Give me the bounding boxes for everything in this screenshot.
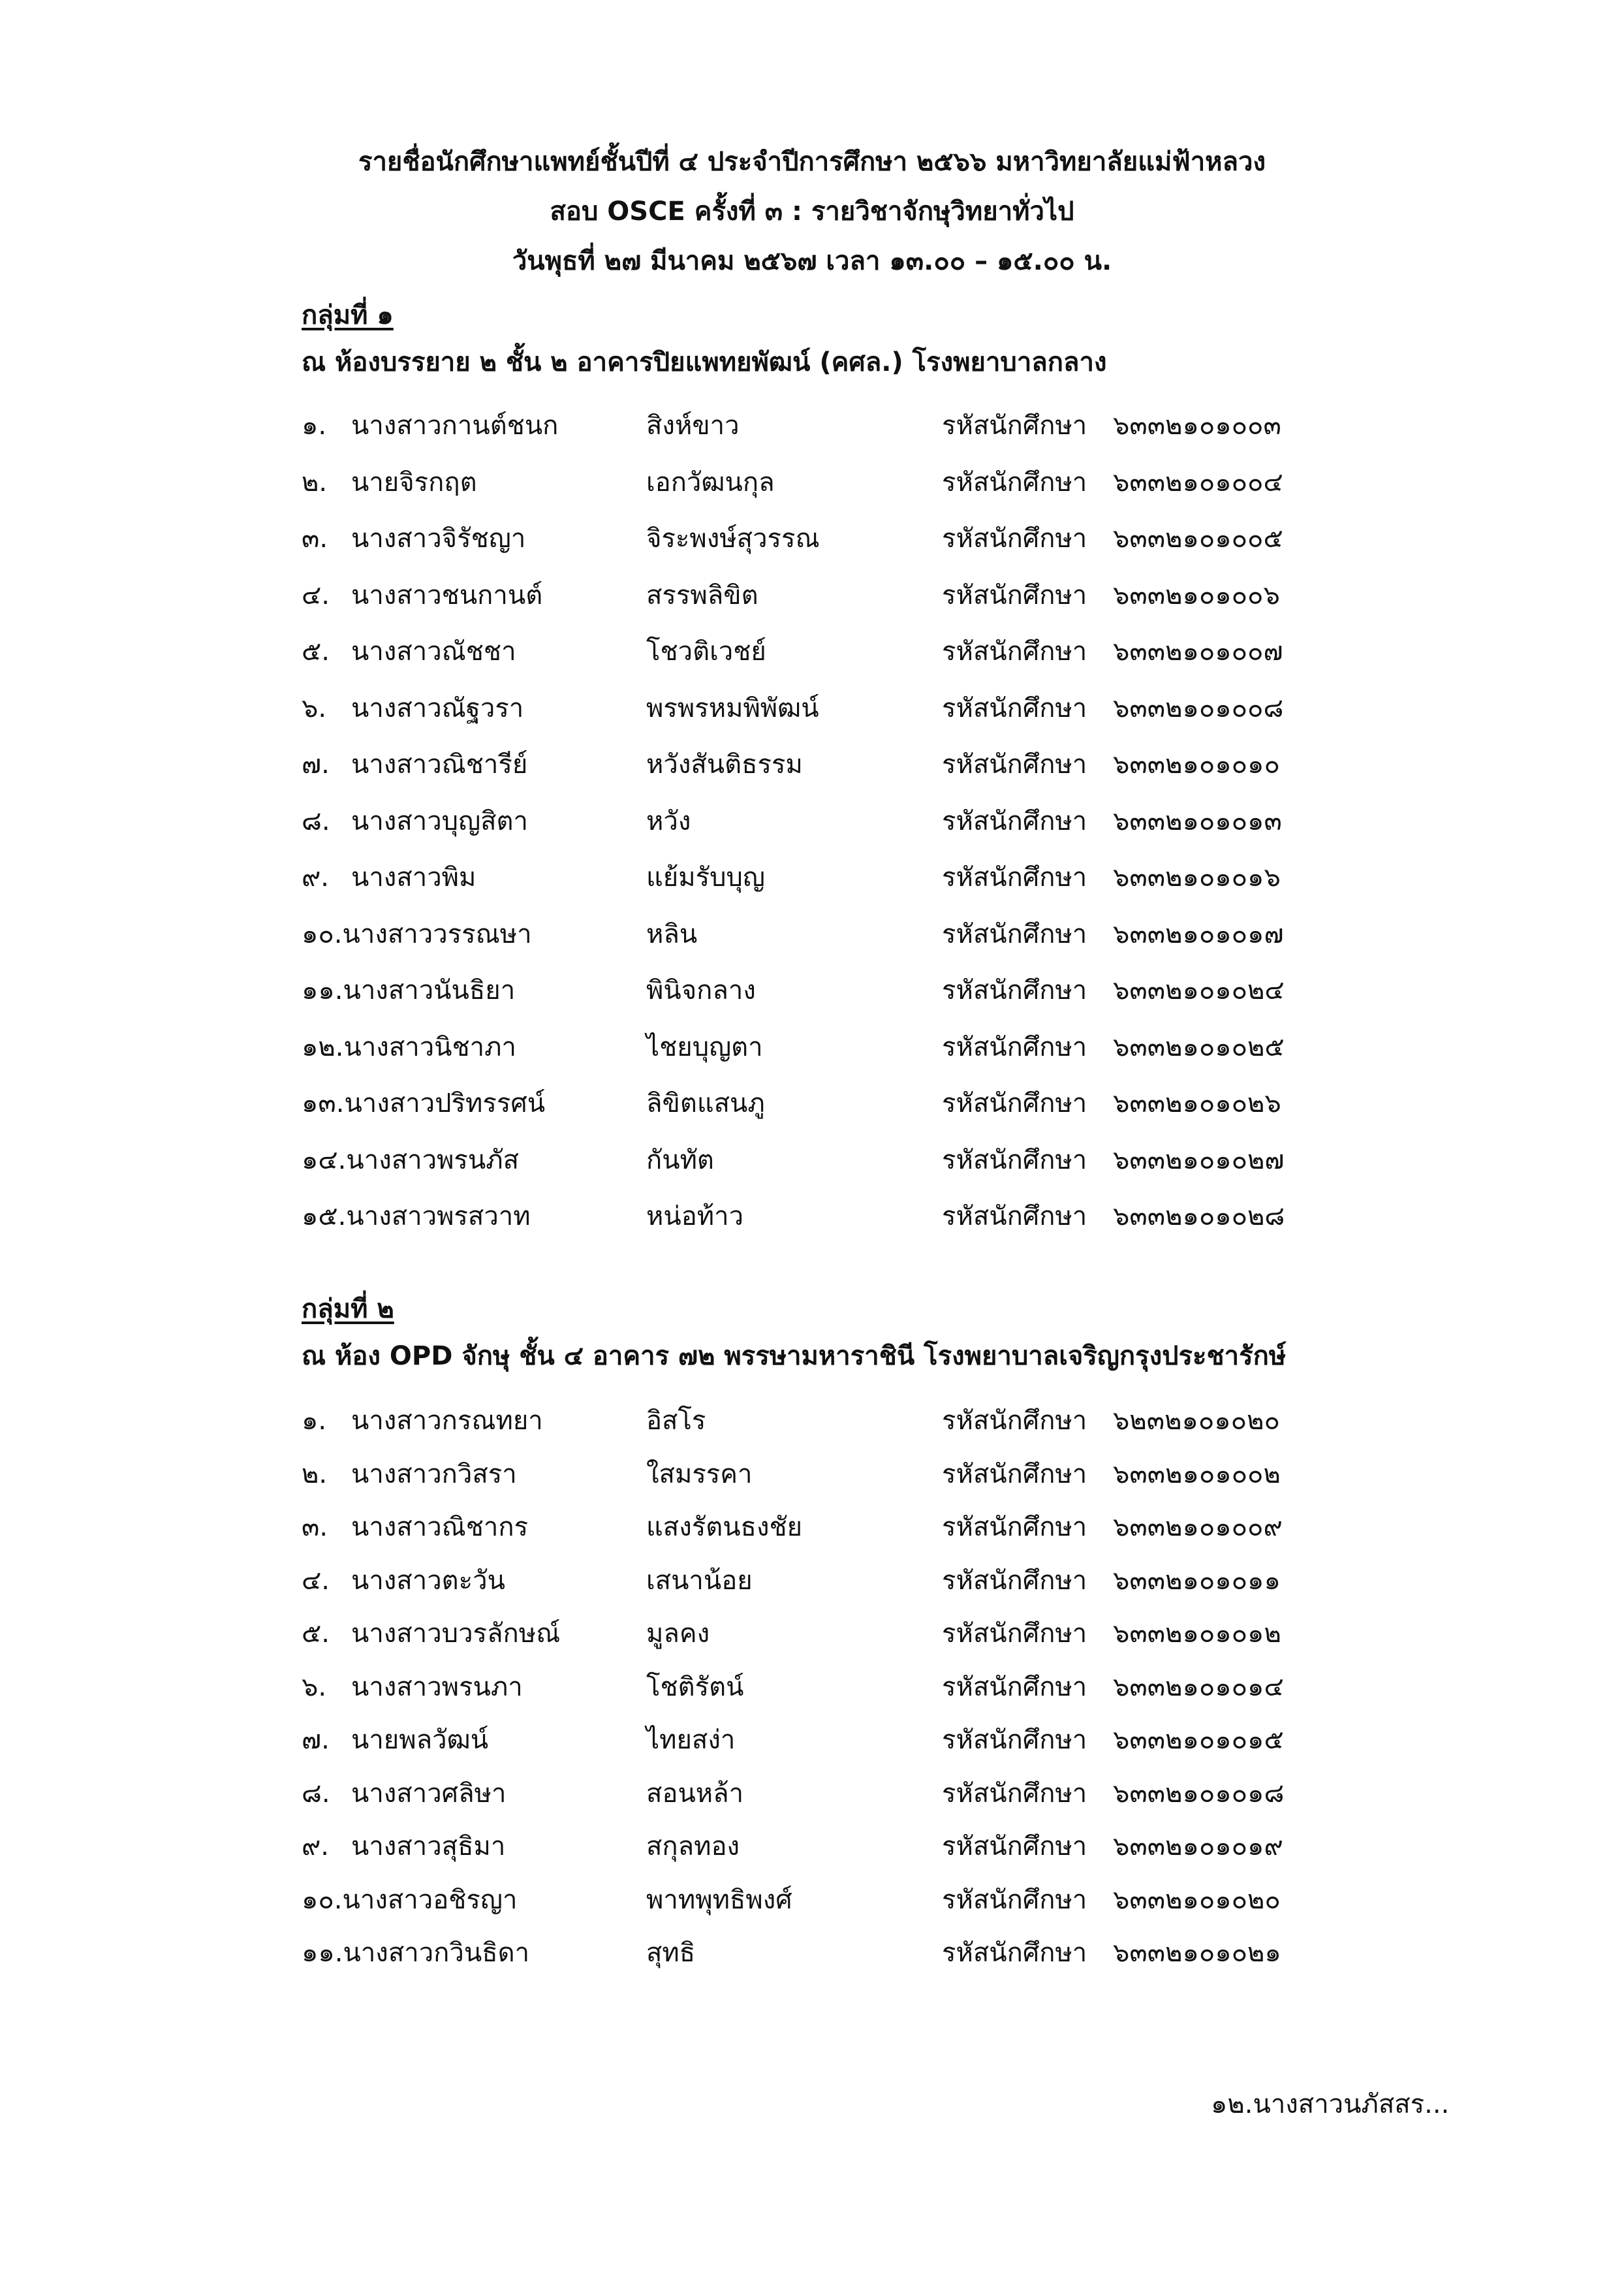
- student-last-name: โชติรัตน์: [646, 1672, 744, 1702]
- student-id-label: รหัสนักศึกษา: [942, 806, 1087, 836]
- student-id: ๖๓๓๒๑๐๑๐๐๙: [1113, 1512, 1283, 1542]
- student-row: [0, 1028, 1624, 1067]
- student-id: ๖๓๓๒๑๐๑๐๑๖: [1113, 863, 1281, 893]
- student-number-and-first-name: [302, 971, 515, 1010]
- student-row: [0, 1084, 1624, 1123]
- student-first-name: นางสาวนิชาภา: [343, 1032, 516, 1062]
- student-first-name: นางสาวสุธิมา: [351, 1831, 506, 1861]
- student-last-name: สอนหล้า: [646, 1779, 744, 1809]
- student-row: [0, 1197, 1624, 1236]
- student-row: [0, 1508, 1624, 1547]
- student-id-label: รหัสนักศึกษา: [942, 1885, 1087, 1915]
- student-number: ๑๓.: [302, 1088, 345, 1118]
- student-number: ๑๑.: [302, 1938, 343, 1968]
- student-number: ๘.: [302, 1779, 330, 1809]
- student-number: ๕.: [302, 1619, 330, 1649]
- student-id: ๖๓๓๒๑๐๑๐๑๑: [1113, 1566, 1281, 1596]
- student-id-label: รหัสนักศึกษา: [942, 1088, 1087, 1118]
- document-title-line-3: วันพุธที่ ๒๗ มีนาคม ๒๕๖๗ เวลา ๑๓.๐๐ – ๑๕.๐๐ น.: [512, 246, 1112, 276]
- student-id: ๖๓๓๒๑๐๑๐๐๓: [1113, 411, 1281, 441]
- student-row: [0, 1141, 1624, 1180]
- student-last-name: เสนาน้อย: [646, 1566, 753, 1596]
- student-id-label: รหัสนักศึกษา: [942, 1032, 1087, 1062]
- student-first-name: นางสาวพรนภัส: [346, 1145, 520, 1175]
- student-id: ๖๓๓๒๑๐๑๐๐๘: [1113, 693, 1284, 723]
- student-id: ๖๓๓๒๑๐๑๐๑๙: [1113, 1831, 1283, 1861]
- student-number: ๑๕.: [302, 1201, 347, 1231]
- student-id: ๖๓๓๒๑๐๑๐๑๔: [1113, 1672, 1284, 1702]
- student-number: ๗.: [302, 1725, 330, 1755]
- student-id-label: รหัสนักศึกษา: [942, 524, 1087, 554]
- student-id: ๖๓๓๒๑๐๑๐๒๖: [1113, 1088, 1281, 1118]
- student-number: ๙.: [302, 1831, 330, 1861]
- student-first-name: นางสาวปริทรรศน์: [344, 1088, 546, 1118]
- student-number-and-first-name: [302, 1028, 516, 1067]
- student-first-name: นางสาวพรนภา: [351, 1672, 523, 1702]
- student-id: ๖๓๓๒๑๐๑๐๑๕: [1113, 1725, 1284, 1755]
- student-id: ๖๓๓๒๑๐๑๐๑๐: [1113, 750, 1280, 780]
- student-id: ๖๓๓๒๑๐๑๐๒๔: [1113, 975, 1285, 1005]
- student-first-name: นางสาวจิรัชญา: [351, 524, 526, 554]
- student-number: ๓.: [302, 524, 328, 554]
- student-row: [0, 1455, 1624, 1494]
- student-id-label: รหัสนักศึกษา: [942, 1145, 1087, 1175]
- student-last-name: ไทยสง่า: [646, 1725, 736, 1755]
- student-row: [0, 1668, 1624, 1707]
- student-number-and-first-name: [302, 1933, 529, 1972]
- student-id: ๖๓๓๒๑๐๑๐๒๕: [1113, 1032, 1285, 1062]
- student-id: ๖๒๓๒๑๐๑๐๒๐: [1113, 1406, 1280, 1436]
- student-number: ๖.: [302, 1672, 327, 1702]
- student-first-name: นางสาวบวรลักษณ์: [351, 1619, 561, 1649]
- student-number: ๓.: [302, 1512, 328, 1542]
- student-id-label: รหัสนักศึกษา: [942, 863, 1087, 893]
- student-number: ๙.: [302, 863, 330, 893]
- student-id: ๖๓๓๒๑๐๑๐๐๖: [1113, 580, 1280, 610]
- student-last-name: หลิน: [646, 919, 698, 949]
- student-row: [0, 1561, 1624, 1600]
- student-id-label: รหัสนักศึกษา: [942, 1938, 1087, 1968]
- group-2-label: กลุ่มที่ ๒: [302, 1294, 394, 1324]
- student-number: ๑๐.: [302, 1885, 343, 1915]
- student-last-name: สุทธิ: [646, 1938, 696, 1968]
- student-id-label: รหัสนักศึกษา: [942, 1566, 1087, 1596]
- student-last-name: สิงห์ขาว: [646, 411, 740, 441]
- student-id-label: รหัสนักศึกษา: [942, 693, 1087, 723]
- student-last-name: แสงรัตนธงชัย: [646, 1512, 803, 1542]
- student-row: [0, 576, 1624, 615]
- student-first-name: นางสาวกรณทยา: [351, 1406, 543, 1436]
- student-last-name: พินิจกลาง: [646, 975, 756, 1005]
- student-number: ๑๐.: [302, 919, 343, 949]
- student-first-name: นางสาวนันธิยา: [343, 975, 516, 1005]
- student-first-name: นางสาวกวิสรา: [351, 1459, 517, 1489]
- student-first-name: นางสาววรรณษา: [342, 919, 532, 949]
- student-last-name: จิระพงษ์สุวรรณ: [646, 524, 820, 554]
- student-row: [0, 1827, 1624, 1866]
- student-id: ๖๓๓๒๑๐๑๐๒๘: [1113, 1201, 1285, 1231]
- student-number: ๔.: [302, 580, 330, 610]
- student-id: ๖๓๓๒๑๐๑๐๒๐: [1113, 1885, 1281, 1915]
- document-title-line-2: สอบ OSCE ครั้งที่ ๓ : รายวิชาจักษุวิทยาทั่วไป: [550, 197, 1074, 227]
- student-id-label: รหัสนักศึกษา: [942, 411, 1087, 441]
- student-id-label: รหัสนักศึกษา: [942, 1406, 1087, 1436]
- student-first-name: นางสาวบุญสิตา: [351, 806, 528, 836]
- student-first-name: นางสาวศลิษา: [351, 1779, 507, 1809]
- student-id: ๖๓๓๒๑๐๑๐๑๗: [1113, 919, 1284, 949]
- student-last-name: ลิขิตแสนภู: [646, 1088, 765, 1118]
- student-row: [0, 1614, 1624, 1653]
- student-first-name: นางสาวณัชชา: [351, 637, 516, 667]
- student-last-name: หน่อท้าว: [646, 1201, 744, 1231]
- student-first-name: นางสาวกวินธิดา: [343, 1938, 530, 1968]
- group-2-location: ณ ห้อง OPD จักษุ ชั้น ๔ อาคาร ๗๒ พรรษามหาราชินี โรงพยาบาลเจริญกรุงประชารักษ์: [302, 1341, 1287, 1371]
- student-row: [0, 802, 1624, 841]
- student-id-label: รหัสนักศึกษา: [942, 750, 1087, 780]
- student-id-label: รหัสนักศึกษา: [942, 1512, 1087, 1542]
- student-id-label: รหัสนักศึกษา: [942, 467, 1087, 498]
- student-id: ๖๓๓๒๑๐๑๐๐๒: [1113, 1459, 1281, 1489]
- student-first-name: นางสาวณิชากร: [351, 1512, 529, 1542]
- student-number: ๗.: [302, 750, 330, 780]
- student-last-name: หวังสันติธรรม: [646, 750, 803, 780]
- student-id-label: รหัสนักศึกษา: [942, 1831, 1087, 1861]
- student-id-label: รหัสนักศึกษา: [942, 1672, 1087, 1702]
- student-row: [0, 406, 1624, 445]
- student-last-name: อิสโร: [646, 1406, 706, 1436]
- student-first-name: นายจิรกฤต: [351, 467, 477, 498]
- student-row: [0, 1880, 1624, 1920]
- student-number-and-first-name: [302, 1880, 517, 1920]
- student-last-name: โชวติเวชย์: [646, 637, 766, 667]
- student-first-name: นางสาวอชิรญา: [342, 1885, 518, 1915]
- student-last-name: แย้มรับบุญ: [646, 863, 765, 893]
- student-last-name: สกุลทอง: [646, 1831, 740, 1861]
- student-number: ๒.: [302, 1459, 328, 1489]
- student-row: [0, 632, 1624, 671]
- student-id: ๖๓๓๒๑๐๑๐๑๘: [1113, 1779, 1285, 1809]
- student-first-name: นางสาวณิชารีย์: [351, 750, 528, 780]
- student-row: [0, 1401, 1624, 1440]
- student-row: [0, 1720, 1624, 1760]
- student-id-label: รหัสนักศึกษา: [942, 919, 1087, 949]
- student-number: ๕.: [302, 637, 330, 667]
- continuation-note: ๑๒.นางสาวนภัสสร...: [1211, 2089, 1450, 2119]
- student-number: ๘.: [302, 806, 330, 836]
- student-number: ๑.: [302, 411, 327, 441]
- student-id: ๖๓๓๒๑๐๑๐๐๔: [1113, 467, 1283, 498]
- student-last-name: พรพรหมพิพัฒน์: [646, 693, 819, 723]
- student-id-label: รหัสนักศึกษา: [942, 1619, 1087, 1649]
- student-number: ๒.: [302, 467, 328, 498]
- student-row: [0, 1933, 1624, 1972]
- student-id: ๖๓๓๒๑๐๑๐๑๒: [1113, 1619, 1281, 1649]
- student-first-name: นางสาวพิม: [351, 863, 476, 893]
- student-last-name: สรรพลิขิต: [646, 580, 758, 610]
- student-number: ๑๑.: [302, 975, 343, 1005]
- student-number-and-first-name: [302, 1197, 531, 1236]
- student-last-name: มูลคง: [646, 1619, 710, 1649]
- student-number: ๔.: [302, 1566, 330, 1596]
- student-row: [0, 1774, 1624, 1813]
- group-1-location: ณ ห้องบรรยาย ๒ ชั้น ๒ อาคารปิยแพทยพัฒน์ (คศล.) โรงพยาบาลกลาง: [302, 347, 1107, 377]
- student-id: ๖๓๓๒๑๐๑๐๒๑: [1113, 1938, 1281, 1968]
- student-id-label: รหัสนักศึกษา: [942, 1725, 1087, 1755]
- student-number: ๑๒.: [302, 1032, 344, 1062]
- student-row: [0, 689, 1624, 728]
- student-row: [0, 915, 1624, 954]
- student-number-and-first-name: [302, 1141, 519, 1180]
- student-row: [0, 971, 1624, 1010]
- student-number: ๑๔.: [302, 1145, 347, 1175]
- student-row: [0, 745, 1624, 784]
- student-id-label: รหัสนักศึกษา: [942, 580, 1087, 610]
- student-id-label: รหัสนักศึกษา: [942, 1459, 1087, 1489]
- student-last-name: หวัง: [646, 806, 691, 836]
- student-last-name: พาทพุทธิพงศ์: [646, 1885, 792, 1915]
- student-id: ๖๓๓๒๑๐๑๐๐๗: [1113, 637, 1283, 667]
- student-first-name: นางสาวกานต์ชนก: [351, 411, 559, 441]
- student-number-and-first-name: [302, 1084, 545, 1123]
- student-last-name: กันทัต: [646, 1145, 714, 1175]
- student-last-name: ไชยบุญตา: [646, 1032, 763, 1062]
- student-row: [0, 519, 1624, 558]
- student-id: ๖๓๓๒๑๐๑๐๒๗: [1113, 1145, 1285, 1175]
- student-id: ๖๓๓๒๑๐๑๐๐๕: [1113, 524, 1283, 554]
- student-first-name: นางสาวพรสวาท: [346, 1201, 531, 1231]
- student-id: ๖๓๓๒๑๐๑๐๑๓: [1113, 806, 1282, 836]
- student-id-label: รหัสนักศึกษา: [942, 1779, 1087, 1809]
- document-title-line-1: รายชื่อนักศึกษาแพทย์ชั้นปีที่ ๔ ประจำปีการศึกษา ๒๕๖๖ มหาวิทยาลัยแม่ฟ้าหลวง: [358, 147, 1266, 177]
- student-first-name: นางสาวณัฐวรา: [351, 693, 524, 723]
- student-first-name: นายพลวัฒน์: [351, 1725, 489, 1755]
- student-number-and-first-name: [302, 915, 532, 954]
- student-id-label: รหัสนักศึกษา: [942, 1201, 1087, 1231]
- student-first-name: นางสาวชนกานต์: [351, 580, 543, 610]
- student-last-name: เอกวัฒนกุล: [646, 467, 775, 498]
- student-id-label: รหัสนักศึกษา: [942, 975, 1087, 1005]
- group-1-label: กลุ่มที่ ๑: [302, 300, 394, 330]
- student-row: [0, 858, 1624, 897]
- student-first-name: นางสาวตะวัน: [351, 1566, 505, 1596]
- student-number: ๖.: [302, 693, 327, 723]
- student-id-label: รหัสนักศึกษา: [942, 637, 1087, 667]
- student-number: ๑.: [302, 1406, 327, 1436]
- student-row: [0, 463, 1624, 502]
- student-last-name: ใสมรรคา: [646, 1459, 753, 1489]
